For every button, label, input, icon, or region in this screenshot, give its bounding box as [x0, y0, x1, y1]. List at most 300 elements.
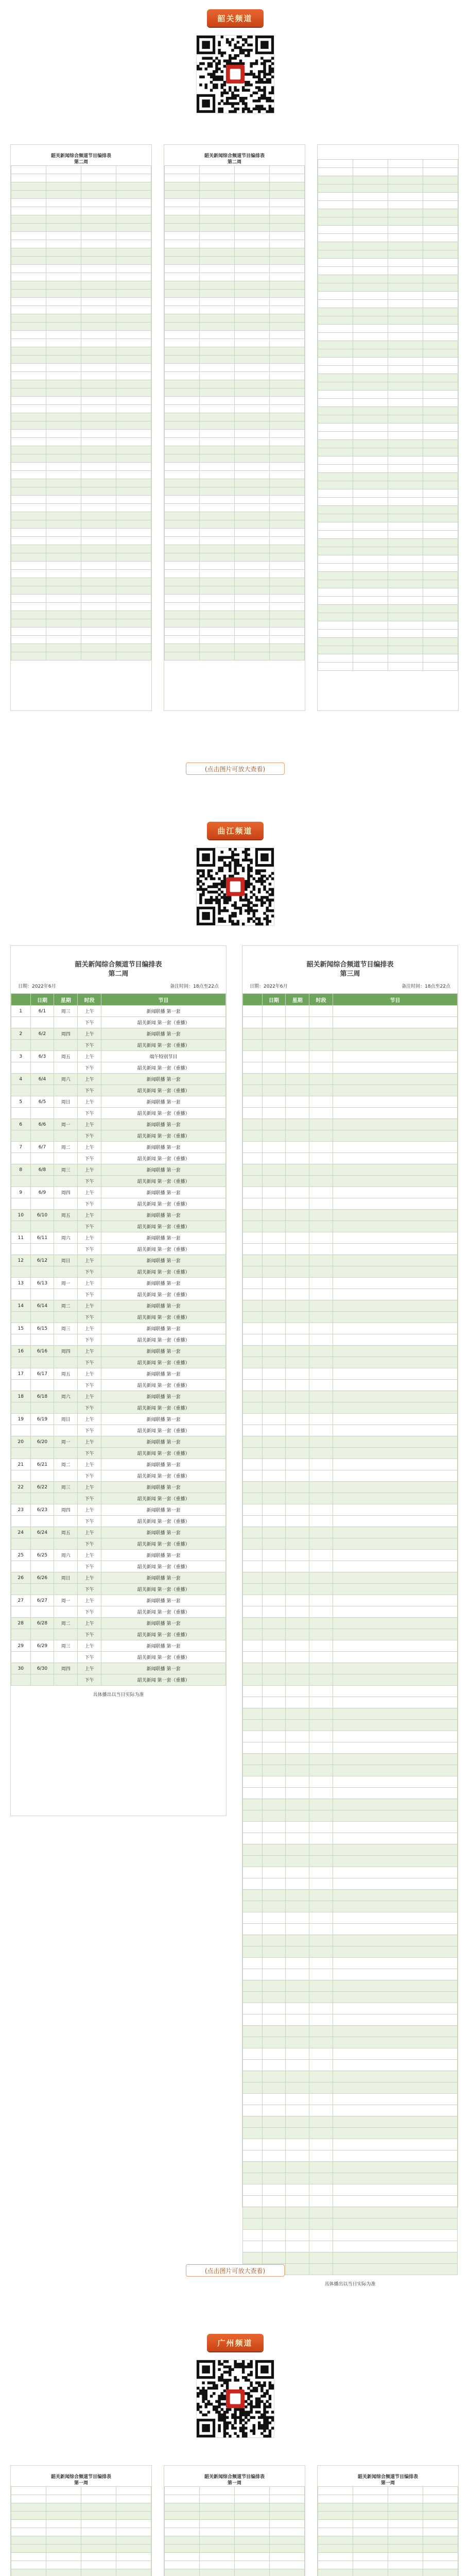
table-cell	[81, 2520, 116, 2528]
table-cell	[309, 1153, 333, 1164]
table-row	[11, 636, 151, 644]
table-cell	[286, 1776, 309, 1788]
table-cell	[11, 446, 46, 454]
table-cell	[423, 605, 458, 613]
table-cell: 下午	[78, 1108, 101, 1119]
table-cell: 10	[11, 1210, 31, 1221]
table-cell	[11, 1538, 31, 1550]
table-cell	[353, 646, 388, 654]
table-cell	[235, 199, 270, 207]
table-cell: 6/23	[30, 1504, 54, 1516]
table-row	[318, 638, 458, 646]
table-row	[165, 248, 305, 257]
table-row	[11, 619, 151, 628]
schedule-table-week2[interactable]	[10, 945, 227, 1816]
table-cell	[200, 232, 235, 240]
table-cell	[270, 2553, 305, 2561]
table-cell: 25	[11, 1550, 31, 1561]
col-header: 日期	[30, 994, 54, 1006]
table-cell	[243, 1935, 263, 1946]
table-cell	[165, 421, 200, 430]
table-cell	[235, 257, 270, 265]
table-cell	[235, 2487, 270, 2495]
table-cell	[46, 463, 81, 471]
table-row	[165, 2487, 305, 2495]
table-row	[243, 2082, 458, 2094]
qr-code[interactable]	[196, 35, 274, 113]
table-cell	[11, 1266, 31, 1278]
table-cell	[286, 1470, 309, 1482]
table-cell	[333, 1822, 458, 1833]
table-row	[11, 1142, 226, 1153]
table-cell	[235, 388, 270, 397]
table-row	[165, 388, 305, 397]
table-row	[318, 423, 458, 432]
table-cell	[309, 2218, 333, 2230]
table-cell	[318, 440, 353, 448]
table-title: 韶关新闻综合频道节目编排表 第三周	[306, 961, 394, 978]
table-cell	[286, 2105, 309, 2116]
table-cell	[235, 520, 270, 529]
table-row	[243, 2184, 458, 2196]
table-row	[11, 553, 151, 562]
table-cell	[262, 1108, 286, 1119]
table-cell: 下午	[78, 1652, 101, 1663]
table-cell	[423, 580, 458, 588]
table-cell	[200, 174, 235, 182]
table-cell: 27	[11, 1595, 31, 1606]
table-cell	[333, 1878, 458, 1890]
table-cell	[388, 226, 423, 234]
table-row	[11, 1663, 226, 1674]
table-row	[165, 355, 305, 364]
table-cell	[200, 347, 235, 355]
table-cell	[243, 1334, 263, 1346]
table-cell	[262, 1142, 286, 1153]
table-cell: 下午	[78, 1289, 101, 1300]
table-cell	[54, 1085, 78, 1096]
table-cell	[11, 2545, 46, 2553]
table-cell	[353, 654, 388, 663]
table-cell	[388, 399, 423, 407]
table-cell	[262, 1527, 286, 1538]
table-cell	[46, 174, 81, 182]
table-cell	[309, 2207, 333, 2218]
schedule-table-2[interactable]	[164, 2465, 305, 2576]
qr-code[interactable]	[196, 848, 274, 926]
table-cell	[46, 306, 81, 314]
table-cell: 韶关新闻 第一套（重播）	[101, 1040, 226, 1051]
table-cell	[423, 572, 458, 580]
table-cell	[309, 1244, 333, 1255]
table-cell: 新闻联播 第一套	[101, 1550, 226, 1561]
table-row	[165, 215, 305, 224]
table-cell	[423, 234, 458, 242]
table-cell	[54, 1493, 78, 1504]
table-row	[11, 1584, 226, 1595]
table-cell	[423, 366, 458, 374]
table-cell	[270, 199, 305, 207]
table-cell	[165, 619, 200, 628]
table-cell	[30, 1652, 54, 1663]
table-cell	[243, 1402, 263, 1414]
table-cell	[262, 1595, 286, 1606]
table-cell	[116, 2553, 151, 2561]
table-cell	[318, 415, 353, 423]
table-cell	[286, 1810, 309, 1822]
table-cell	[243, 1210, 263, 1221]
table-cell	[200, 2569, 235, 2576]
table-cell	[423, 2495, 458, 2503]
table-row	[11, 174, 151, 182]
table-cell	[46, 628, 81, 636]
table-cell	[262, 1561, 286, 1572]
table-cell	[333, 1244, 458, 1255]
table-cell	[309, 2014, 333, 2026]
schedule-table-1[interactable]	[10, 144, 152, 711]
schedule-table-3[interactable]	[317, 144, 459, 711]
table-row	[243, 1935, 458, 1946]
table-cell	[81, 2495, 116, 2503]
table-cell	[30, 1198, 54, 1210]
table-cell: 上午	[78, 1482, 101, 1493]
table-cell	[46, 248, 81, 257]
table-cell	[353, 440, 388, 448]
table-cell	[116, 2512, 151, 2520]
table-cell	[333, 1142, 458, 1153]
table-cell: 28	[11, 1618, 31, 1629]
table-cell	[353, 308, 388, 316]
table-cell	[235, 454, 270, 463]
table-cell: 1	[11, 1006, 31, 1017]
table-row	[318, 498, 458, 506]
table-cell	[333, 1153, 458, 1164]
table-cell	[388, 382, 423, 391]
table-row	[318, 2536, 458, 2545]
table-cell	[262, 1754, 286, 1765]
schedule-table-1[interactable]	[10, 2465, 152, 2576]
table-row	[165, 2553, 305, 2561]
table-cell	[116, 405, 151, 413]
table-cell	[235, 438, 270, 446]
table-cell	[353, 267, 388, 275]
table-cell	[318, 489, 353, 498]
table-row	[318, 597, 458, 605]
table-cell	[81, 273, 116, 281]
table-cell	[54, 1629, 78, 1640]
table-row	[11, 611, 151, 619]
table-cell	[46, 207, 81, 215]
table-cell	[388, 2536, 423, 2545]
table-row	[243, 1776, 458, 1788]
table-cell	[262, 2184, 286, 2196]
table-row	[165, 397, 305, 405]
table-row	[165, 504, 305, 512]
table-cell: 新闻联播 第一套	[101, 1482, 226, 1493]
schedule-grid	[318, 2486, 458, 2576]
table-cell: 下午	[78, 1516, 101, 1527]
table-cell: 6/22	[30, 1482, 54, 1493]
table-cell	[81, 405, 116, 413]
table-cell	[46, 364, 81, 372]
table-cell	[388, 465, 423, 473]
table-cell: 下午	[78, 1244, 101, 1255]
table-cell: 下午	[78, 1561, 101, 1572]
table-row	[11, 1221, 226, 1232]
table-cell	[270, 537, 305, 545]
table-cell	[46, 290, 81, 298]
table-cell	[54, 1402, 78, 1414]
table-cell	[388, 209, 423, 217]
table-row	[243, 1448, 458, 1459]
table-cell	[388, 234, 423, 242]
table-cell: 6/11	[30, 1232, 54, 1244]
table-cell	[309, 1595, 333, 1606]
table-cell	[262, 1550, 286, 1561]
table-cell	[262, 1992, 286, 2003]
table-cell: 新闻联播 第一套	[101, 1504, 226, 1516]
table-cell	[262, 1844, 286, 1856]
table-row	[11, 1368, 226, 1380]
table-cell	[243, 1595, 263, 1606]
table-row	[11, 512, 151, 520]
table-cell	[318, 275, 353, 283]
table-cell	[11, 405, 46, 413]
table-cell	[333, 1017, 458, 1028]
table-cell: 6/8	[30, 1164, 54, 1176]
table-row	[11, 603, 151, 611]
table-cell	[318, 588, 353, 597]
table-cell	[46, 273, 81, 281]
table-cell	[165, 570, 200, 578]
table-cell	[309, 1833, 333, 1844]
table-cell	[116, 496, 151, 504]
table-cell	[262, 1788, 286, 1799]
table-cell: 6/24	[30, 1527, 54, 1538]
table-cell	[81, 364, 116, 372]
table-cell	[116, 2545, 151, 2553]
table-cell	[116, 314, 151, 323]
table-row	[165, 578, 305, 586]
table-cell	[270, 207, 305, 215]
table-cell	[116, 512, 151, 520]
schedule-table-week3[interactable]	[242, 945, 458, 2287]
table-cell	[200, 388, 235, 397]
table-cell	[286, 1822, 309, 1833]
table-cell	[423, 2569, 458, 2576]
table-cell	[116, 545, 151, 553]
table-row	[243, 1969, 458, 1980]
table-cell	[11, 479, 46, 487]
table-cell	[165, 174, 200, 182]
table-cell	[286, 1414, 309, 1425]
table-cell	[200, 248, 235, 257]
table-cell	[318, 572, 353, 580]
table-row	[243, 1006, 458, 1017]
table-cell	[243, 1856, 263, 1867]
table-cell	[81, 553, 116, 562]
table-cell	[333, 1742, 458, 1754]
schedule-table-3[interactable]	[317, 2465, 459, 2576]
table-cell	[81, 323, 116, 331]
table-row	[318, 2545, 458, 2553]
table-row	[243, 1414, 458, 1425]
table-cell	[243, 1459, 263, 1470]
table-cell	[286, 1640, 309, 1652]
table-row	[318, 358, 458, 366]
table-cell	[11, 611, 46, 619]
table-cell	[11, 1402, 31, 1414]
table-title: 韶关新闻综合频道节目编排表 第一周	[357, 2475, 418, 2486]
table-cell	[11, 2487, 46, 2495]
table-cell	[235, 430, 270, 438]
table-cell	[235, 537, 270, 545]
table-cell	[200, 512, 235, 520]
table-row	[11, 2569, 151, 2576]
table-row	[165, 314, 305, 323]
table-cell: 下午	[78, 1448, 101, 1459]
table-cell	[116, 446, 151, 454]
table-cell	[333, 2094, 458, 2105]
table-cell	[81, 512, 116, 520]
table-cell	[286, 1686, 309, 1697]
table-row	[11, 1164, 226, 1176]
table-row	[318, 193, 458, 201]
table-row	[318, 217, 458, 226]
table-row	[318, 646, 458, 654]
table-cell	[46, 314, 81, 323]
table-cell	[46, 372, 81, 380]
table-row	[11, 1448, 226, 1459]
table-cell	[30, 1470, 54, 1482]
table-cell	[235, 298, 270, 306]
table-cell	[333, 1538, 458, 1550]
table-row	[11, 578, 151, 586]
table-cell	[200, 306, 235, 314]
table-cell	[262, 1901, 286, 1912]
table-row	[318, 316, 458, 325]
table-cell	[388, 456, 423, 465]
table-row	[318, 547, 458, 555]
table-cell	[333, 1980, 458, 1992]
table-cell	[309, 1584, 333, 1595]
table-cell	[388, 415, 423, 423]
table-cell	[388, 663, 423, 671]
table-cell	[243, 2060, 263, 2071]
table-cell	[333, 1606, 458, 1618]
table-cell	[388, 481, 423, 489]
table-cell	[309, 1493, 333, 1504]
table-cell	[333, 2026, 458, 2037]
table-cell	[309, 1187, 333, 1198]
table-cell	[30, 1244, 54, 1255]
table-cell	[116, 454, 151, 463]
table-cell	[235, 611, 270, 619]
table-cell	[262, 1708, 286, 1720]
table-cell: 21	[11, 1459, 31, 1470]
table-cell	[286, 1663, 309, 1674]
table-cell	[54, 1176, 78, 1187]
table-cell	[388, 555, 423, 564]
table-cell	[333, 1776, 458, 1788]
table-cell	[243, 1436, 263, 1448]
table-cell	[11, 545, 46, 553]
table-cell	[243, 1742, 263, 1754]
table-cell: 韶关新闻 第一套（重播）	[101, 1561, 226, 1572]
table-row	[165, 339, 305, 347]
table-cell	[81, 182, 116, 191]
table-cell: 6/21	[30, 1459, 54, 1470]
table-cell	[165, 603, 200, 611]
table-cell	[235, 405, 270, 413]
table-cell	[165, 166, 200, 174]
table-cell	[46, 619, 81, 628]
table-cell	[235, 232, 270, 240]
table-row	[11, 1572, 226, 1584]
schedule-grid	[11, 993, 226, 1686]
table-cell	[286, 2139, 309, 2150]
table-row	[165, 628, 305, 636]
table-cell	[235, 479, 270, 487]
table-cell	[309, 2026, 333, 2037]
table-cell	[54, 1674, 78, 1686]
table-cell	[309, 1754, 333, 1765]
schedule-table-2[interactable]	[164, 144, 305, 711]
table-cell	[270, 240, 305, 248]
table-row	[318, 366, 458, 374]
table-cell	[11, 257, 46, 265]
table-cell	[318, 382, 353, 391]
table-row	[165, 2545, 305, 2553]
table-row	[165, 240, 305, 248]
table-row	[243, 1538, 458, 1550]
table-cell	[243, 2105, 263, 2116]
table-row	[11, 1629, 226, 1640]
table-cell	[11, 553, 46, 562]
table-cell: 上午	[78, 1595, 101, 1606]
table-cell: 韶关新闻 第一套（重播）	[101, 1629, 226, 1640]
table-cell	[423, 176, 458, 184]
table-row	[243, 1493, 458, 1504]
table-cell	[262, 2082, 286, 2094]
qr-code[interactable]	[196, 2360, 274, 2438]
table-cell	[333, 1697, 458, 1708]
table-cell	[423, 456, 458, 465]
table-cell: 上午	[78, 1527, 101, 1538]
table-cell	[116, 323, 151, 331]
table-cell	[423, 498, 458, 506]
table-cell	[200, 603, 235, 611]
table-row	[11, 1674, 226, 1686]
table-cell: 韶关新闻 第一套（重播）	[101, 1493, 226, 1504]
table-cell: 韶关新闻 第一套（重播）	[101, 1266, 226, 1278]
table-row	[165, 520, 305, 529]
table-cell	[286, 1618, 309, 1629]
table-cell	[81, 603, 116, 611]
table-cell: 周二	[54, 1459, 78, 1470]
table-cell	[116, 578, 151, 586]
table-cell	[46, 553, 81, 562]
table-row	[11, 504, 151, 512]
table-cell	[262, 1198, 286, 1210]
table-cell	[270, 257, 305, 265]
table-cell	[262, 1946, 286, 1958]
table-cell	[235, 2495, 270, 2503]
table-cell	[353, 168, 388, 176]
table-cell	[318, 407, 353, 415]
table-cell: 18	[11, 1391, 31, 1402]
table-cell	[388, 193, 423, 201]
